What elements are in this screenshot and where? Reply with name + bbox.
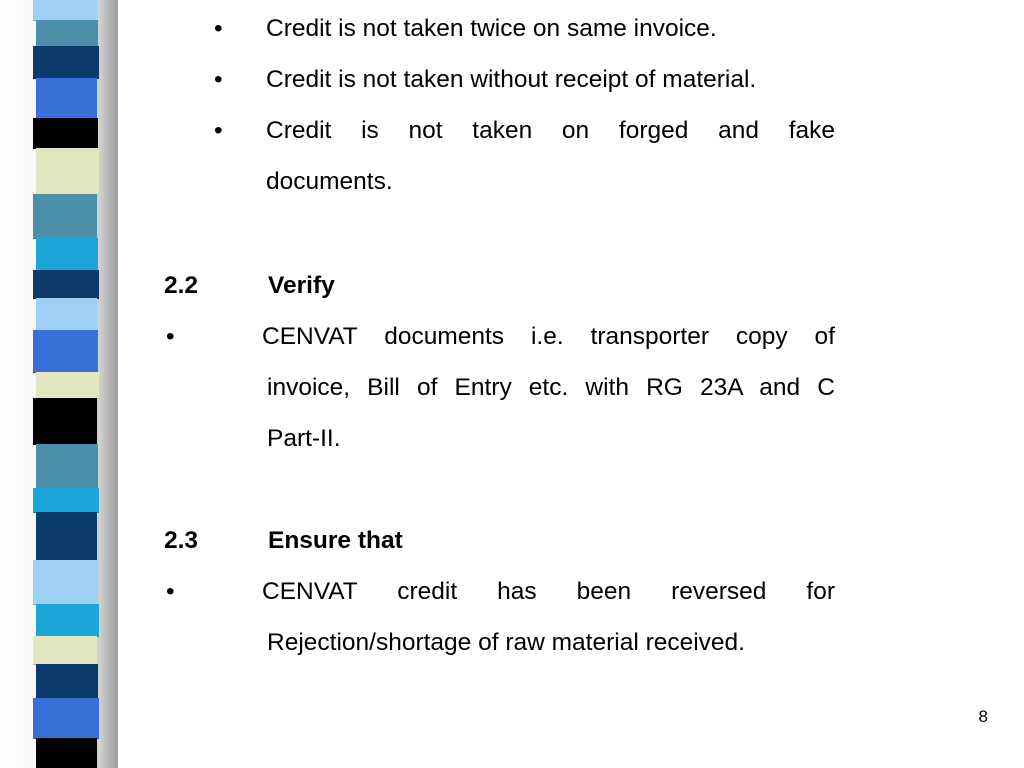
bullet-marker: • bbox=[166, 578, 175, 605]
verify-text-line1: CENVAT documents i.e. transporter copy of bbox=[262, 323, 835, 350]
section-number-2-3: 2.3 bbox=[164, 527, 199, 554]
section-heading-ensure-that: Ensure that bbox=[268, 527, 403, 554]
verify-text-line2: invoice, Bill of Entry etc. with RG 23A and C bbox=[267, 374, 835, 401]
ensure-text-line2: Rejection/shortage of raw material received. bbox=[267, 629, 745, 656]
bullet-marker: • bbox=[214, 117, 223, 144]
bullet-marker: • bbox=[166, 323, 175, 350]
ensure-text-line1: CENVAT credit has been reversed for bbox=[262, 578, 835, 605]
verify-text-line3: Part-II. bbox=[267, 425, 341, 452]
page-number: 8 bbox=[978, 707, 988, 726]
bullet-marker: • bbox=[214, 15, 223, 42]
bullet-text-credit-forged-line2: documents. bbox=[266, 168, 393, 195]
bullet-text-credit-twice: Credit is not taken twice on same invoice. bbox=[266, 15, 717, 42]
bullet-marker: • bbox=[214, 66, 223, 93]
bullet-text-credit-forged-line1: Credit is not taken on forged and fake bbox=[266, 117, 835, 144]
section-number-2-2: 2.2 bbox=[164, 272, 199, 299]
bullet-text-credit-receipt: Credit is not taken without receipt of material. bbox=[266, 66, 757, 93]
section-heading-verify: Verify bbox=[268, 272, 335, 299]
